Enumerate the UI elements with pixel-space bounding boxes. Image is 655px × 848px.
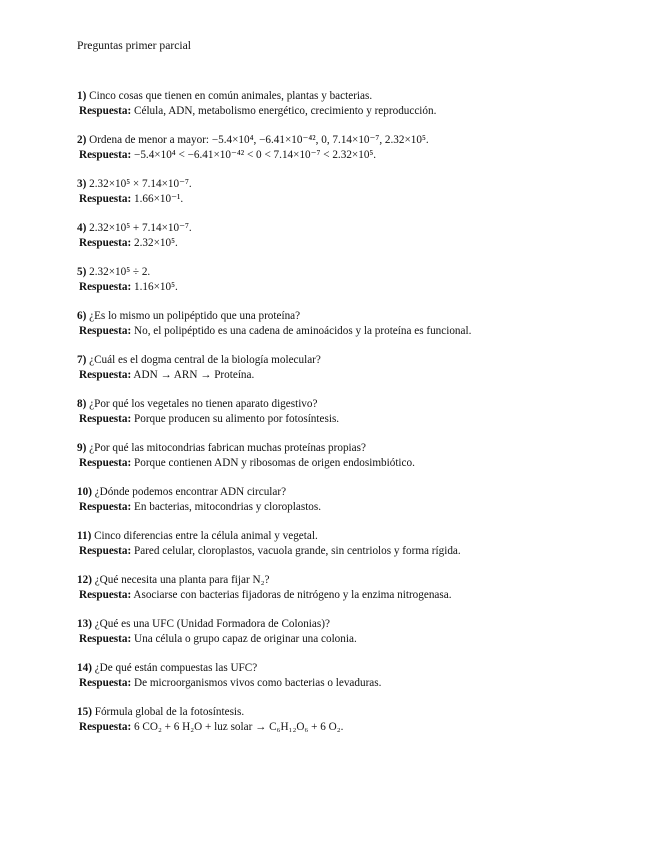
question-body: ¿De qué están compuestas las UFC? — [94, 662, 258, 674]
question-number: 11) — [77, 530, 92, 542]
answer-text — [77, 368, 637, 383]
question-text — [77, 705, 637, 720]
question-number: 10) — [77, 486, 92, 498]
question-item — [77, 309, 637, 339]
page-title: Preguntas primer parcial — [77, 39, 191, 52]
question-number: 2) — [77, 134, 87, 146]
question-text — [77, 441, 637, 456]
answer-label: Respuesta: — [79, 589, 132, 601]
answer-body: 1.16×10⁵. — [134, 281, 178, 293]
question-number: 7) — [77, 354, 87, 366]
question-item — [77, 177, 637, 207]
answer-text — [77, 236, 637, 251]
question-number: 14) — [77, 662, 92, 674]
question-text — [77, 309, 637, 324]
answer-label: Respuesta: — [79, 457, 132, 469]
question-item — [77, 485, 637, 515]
answer-body: Porque contienen ADN y ribosomas de origen endosimbiótico. — [134, 457, 415, 469]
answer-label: Respuesta: — [79, 281, 132, 293]
question-number: 1) — [77, 90, 87, 102]
question-number: 13) — [77, 618, 92, 630]
answer-text — [77, 104, 637, 119]
question-item — [77, 617, 637, 647]
question-text — [77, 177, 637, 192]
question-number: 4) — [77, 222, 87, 234]
answer-text — [77, 456, 637, 471]
answer-text — [77, 544, 637, 559]
question-body: ¿Dónde podemos encontrar ADN circular? — [94, 486, 287, 498]
question-body: ¿Por qué los vegetales no tienen aparato digestivo? — [89, 398, 318, 410]
answer-label: Respuesta: — [79, 237, 132, 249]
answer-label: Respuesta: — [79, 633, 132, 645]
question-item — [77, 89, 637, 119]
answer-text — [77, 720, 637, 735]
question-body: 2.32×10⁵ + 7.14×10⁻⁷. — [89, 222, 192, 234]
question-number: 12) — [77, 574, 92, 586]
question-number: 5) — [77, 266, 87, 278]
question-body: 2.32×10⁵ × 7.14×10⁻⁷. — [89, 178, 192, 190]
answer-text — [77, 148, 637, 163]
answer-label: Respuesta: — [79, 501, 132, 513]
document-page — [77, 38, 637, 749]
question-item — [77, 265, 637, 295]
answer-label: Respuesta: — [79, 369, 132, 381]
answer-label: Respuesta: — [79, 325, 132, 337]
question-item — [77, 353, 637, 383]
answer-text — [77, 632, 637, 647]
answer-body: Porque producen su alimento por fotosíntesis. — [134, 413, 340, 425]
answer-text — [77, 280, 637, 295]
question-text — [77, 221, 637, 236]
answer-text — [77, 412, 637, 427]
question-text — [77, 133, 637, 148]
question-body: ¿Qué necesita una planta para fijar N₂? — [94, 574, 270, 586]
answer-body: 2.32×10⁵. — [134, 237, 178, 249]
question-text — [77, 397, 637, 412]
question-body: ¿Qué es una UFC (Unidad Formadora de Colonias)? — [94, 618, 330, 630]
question-text — [77, 617, 637, 632]
answer-body: No, el polipéptido es una cadena de aminoácidos y la proteína es funcional. — [134, 325, 472, 337]
answer-body: 6 CO₂ + 6 H₂O + luz solar → C₆H₁₂O₆ + 6 O₂. — [134, 721, 344, 733]
answer-body: −5.4×10⁴ < −6.41×10⁻⁴² < 0 < 7.14×10⁻⁷ < 2.32×10⁵. — [134, 149, 377, 161]
answer-text — [77, 324, 637, 339]
question-text — [77, 573, 637, 588]
question-text — [77, 661, 637, 676]
question-item — [77, 441, 637, 471]
question-item — [77, 397, 637, 427]
answer-body: Asociarse con bacterias fijadoras de nitrógeno y la enzima nitrogenasa. — [133, 589, 452, 601]
answer-body: 1.66×10⁻¹. — [134, 193, 184, 205]
question-number: 3) — [77, 178, 87, 190]
question-item — [77, 661, 637, 691]
answer-label: Respuesta: — [79, 105, 132, 117]
answer-body: Pared celular, cloroplastos, vacuola grande, sin centriolos y forma rígida. — [134, 545, 461, 557]
question-text — [77, 485, 637, 500]
answer-label: Respuesta: — [79, 193, 132, 205]
question-body: ¿Es lo mismo un polipéptido que una proteína? — [89, 310, 301, 322]
question-item — [77, 221, 637, 251]
question-number: 9) — [77, 442, 87, 454]
question-text — [77, 89, 637, 104]
answer-text — [77, 192, 637, 207]
answer-text — [77, 676, 637, 691]
question-item — [77, 573, 637, 603]
question-number: 15) — [77, 706, 92, 718]
answer-label: Respuesta: — [79, 413, 132, 425]
question-text — [77, 529, 637, 544]
answer-label: Respuesta: — [79, 149, 132, 161]
answer-label: Respuesta: — [79, 677, 132, 689]
answer-body: En bacterias, mitocondrias y cloroplastos. — [134, 501, 322, 513]
question-text — [77, 353, 637, 368]
question-body: ¿Cuál es el dogma central de la biología molecular? — [89, 354, 321, 366]
answer-text — [77, 500, 637, 515]
answer-body: De microorganismos vivos como bacterias o levaduras. — [134, 677, 382, 689]
question-body: Fórmula global de la fotosíntesis. — [94, 706, 245, 718]
question-number: 6) — [77, 310, 87, 322]
question-body: Cinco cosas que tienen en común animales, plantas y bacterias. — [89, 90, 373, 102]
question-body: Cinco diferencias entre la célula animal y vegetal. — [94, 530, 318, 542]
question-item — [77, 529, 637, 559]
answer-label: Respuesta: — [79, 545, 132, 557]
answer-text — [77, 588, 637, 603]
answer-body: Una célula o grupo capaz de originar una colonia. — [134, 633, 357, 645]
question-body: Ordena de menor a mayor: −5.4×10⁴, −6.41×10⁻⁴², 0, 7.14×10⁻⁷, 2.32×10⁵. — [89, 134, 429, 146]
question-item — [77, 133, 637, 163]
question-body: ¿Por qué las mitocondrias fabrican muchas proteínas propias? — [89, 442, 366, 454]
question-number: 8) — [77, 398, 87, 410]
question-item — [77, 705, 637, 735]
question-body: 2.32×10⁵ ÷ 2. — [89, 266, 151, 278]
answer-body: Célula, ADN, metabolismo energético, crecimiento y reproducción. — [134, 105, 437, 117]
answer-label: Respuesta: — [79, 721, 132, 733]
question-text — [77, 265, 637, 280]
answer-body: ADN → ARN → Proteína. — [133, 369, 255, 381]
